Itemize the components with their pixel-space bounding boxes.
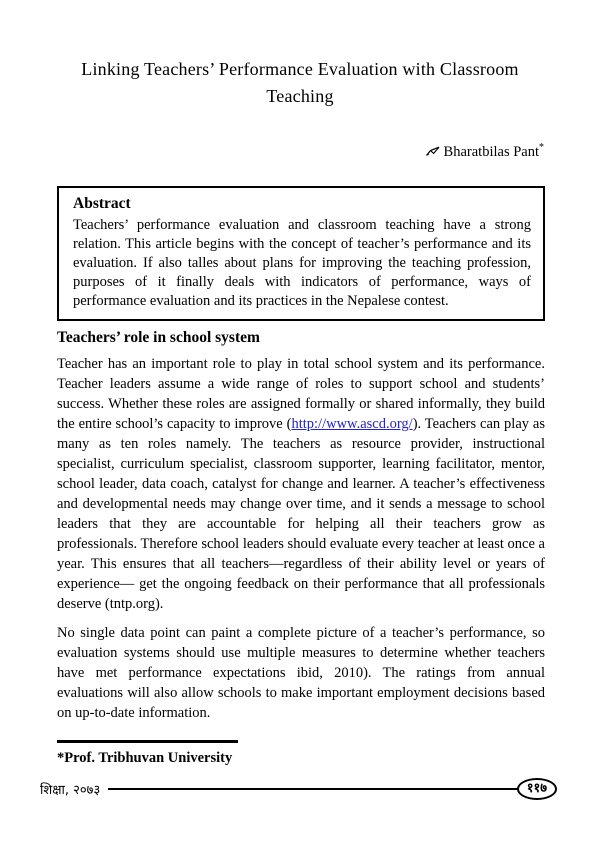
page-title: Linking Teachers’ Performance Evaluation with Classroom Teaching bbox=[81, 59, 519, 106]
abstract-heading: Abstract bbox=[73, 195, 131, 212]
footer-rule bbox=[108, 788, 521, 790]
page-footer bbox=[40, 778, 557, 800]
abstract-box bbox=[57, 186, 545, 321]
paragraph-1-text-after: ). Teachers can play as many as ten roles namely. The teachers as resource provider, instructional specialist, curriculum specialist, classroom supporter, learning facilitator, mentor, school leader, data coach, catalyst for change and learner. A teacher’s effectiveness and developmental needs may change over time, and it sends a message to school leaders that they are accountable for helping all their teachers grow as professionals. Therefore school leaders should evaluate every teacher at least once a year. This ensures that all teachers—regardless of their ability level or years of experience— get the ongoing feedback on their performance that all professionals deserve (tntp.org). bbox=[57, 416, 545, 612]
paragraph-2: No single data point can paint a complete picture of a teacher’s performance, so evaluation systems should use multiple measures to determine whether teachers have met performance expectations ibid, 2010). The ratings from annual evaluations will also allow schools to make important employment decisions based on up-to-date information. bbox=[57, 625, 545, 721]
paragraph-1 bbox=[57, 354, 545, 614]
author-name: Bharatbilas Pant bbox=[443, 144, 539, 160]
ascd-org-link[interactable]: http://www.ascd.org/ bbox=[291, 416, 413, 432]
abstract-text: Teachers’ performance evaluation and classroom teaching have a strong relation. This article begins with the concept of teacher’s performance and its evaluation. If also talles about plans for improving the teaching profession, purposes of it finally deals with indicators of performance, ways of performance evaluation and its practices in the Nepalese contest. bbox=[73, 217, 531, 309]
author-affiliation-mark: * bbox=[539, 142, 544, 154]
writing-hand-icon bbox=[425, 145, 441, 162]
document-page bbox=[0, 56, 600, 856]
page-number-badge: ११७ bbox=[517, 778, 557, 800]
paragraph-1-text-before: Teacher has an important role to play in total school system and its performance. Teacher leaders assume a wide range of roles to support school and students’ success. Whether these roles are assigned formally or shared informally, they build the entire school’s capacity to improve ( bbox=[57, 356, 545, 432]
section-heading: Teachers’ role in school system bbox=[57, 329, 260, 346]
journal-name: शिक्षा, २०७३ bbox=[40, 783, 101, 798]
author-line bbox=[57, 144, 544, 162]
footnote-separator bbox=[57, 740, 238, 743]
footnote-text: *Prof. Tribhuvan University bbox=[57, 750, 233, 766]
